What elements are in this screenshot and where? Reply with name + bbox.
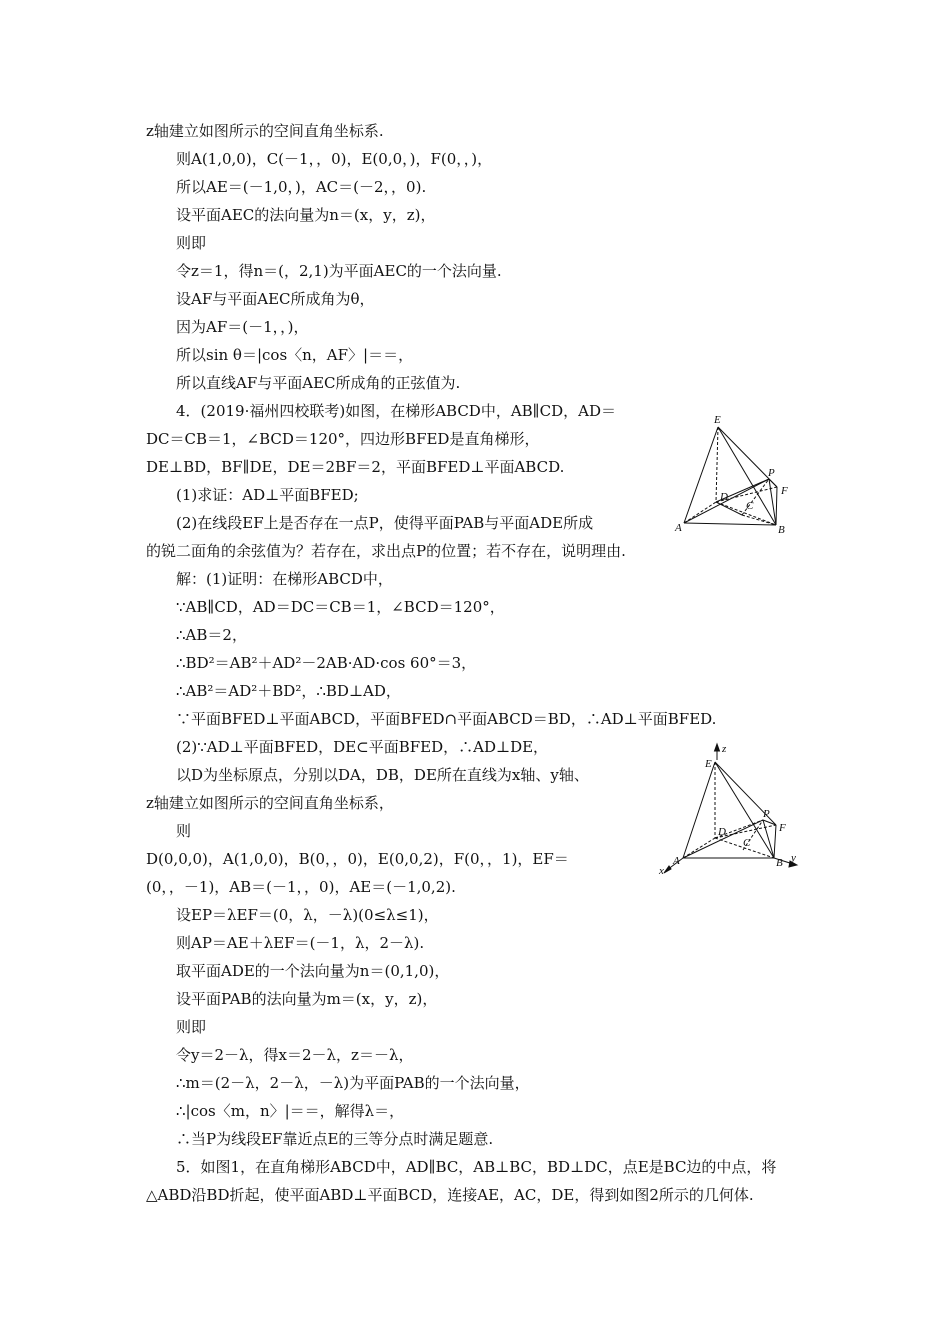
label-E: E xyxy=(714,414,721,426)
text-line: 则A(1,0,0)，C(－1，，0)，E(0,0，)，F(0，，)， xyxy=(176,150,493,168)
text-line: 取平面ADE的一个法向量为n＝(0,1,0)， xyxy=(176,962,450,980)
geometry-figure-2 xyxy=(655,740,805,880)
label-x-axis: x xyxy=(659,865,664,877)
text-line: (2)∵AD⊥平面BFED，DE⊂平面BFED，∴AD⊥DE， xyxy=(176,738,549,756)
label-P: P xyxy=(763,808,770,820)
text-line: 则即 xyxy=(176,1018,207,1036)
label-D: D xyxy=(720,491,728,503)
text-line: DC＝CB＝1，∠BCD＝120°，四边形BFED是直角梯形， xyxy=(146,430,540,448)
label-F: F xyxy=(781,485,788,497)
text-line: 以D为坐标原点，分别以DA，DB，DE所在直线为x轴、y轴、 xyxy=(176,766,589,784)
text-line: 则即 xyxy=(176,234,207,252)
text-line: DE⊥BD，BF∥DE，DE＝2BF＝2，平面BFED⊥平面ABCD. xyxy=(146,458,565,476)
text-line: △ABD沿BD折起，使平面ABD⊥平面BCD，连接AE，AC，DE，得到如图2所示的几何体. xyxy=(146,1186,754,1204)
text-line: ∵平面BFED⊥平面ABCD，平面BFED∩平面ABCD＝BD，∴AD⊥平面BFED. xyxy=(176,710,717,728)
text-line: 设平面AEC的法向量为n＝(x，y，z)， xyxy=(176,206,436,224)
label-z-axis: z xyxy=(722,743,727,755)
text-line: 设EP＝λEF＝(0，λ，－λ)(0≤λ≤1)， xyxy=(176,906,439,924)
text-line: z轴建立如图所示的空间直角坐标系. xyxy=(146,122,384,140)
geometry-figure-1 xyxy=(670,405,800,545)
text-line: (0，，－1)，AB＝(－1，，0)，AE＝(－1,0,2). xyxy=(146,878,456,896)
text-line: 的锐二面角的余弦值为？若存在，求出点P的位置；若不存在，说明理由. xyxy=(146,542,626,560)
text-line: ∴|cos〈m，n〉|＝＝，解得λ＝， xyxy=(176,1102,405,1120)
text-line: 则AP＝AE＋λEF＝(－1，λ，2－λ). xyxy=(176,934,425,952)
text-line: (1)求证：AD⊥平面BFED; xyxy=(176,486,359,504)
text-line: D(0,0,0)，A(1,0,0)，B(0，，0)，E(0,0,2)，F(0，，1)，EF＝ xyxy=(146,850,569,868)
text-line: ∴BD²＝AB²＋AD²－2AB·AD·cos 60°＝3， xyxy=(176,654,477,672)
text-line: ∵AB∥CD，AD＝DC＝CB＝1，∠BCD＝120°， xyxy=(176,598,505,616)
text-line: ∴AB²＝AD²＋BD²，∴BD⊥AD， xyxy=(176,682,401,700)
text-line: 设平面PAB的法向量为m＝(x，y，z)， xyxy=(176,990,438,1008)
text-line: 令z＝1，得n＝(，2,1)为平面AEC的一个法向量. xyxy=(176,262,502,280)
text-line: 解：(1)证明：在梯形ABCD中， xyxy=(176,570,393,588)
text-line: ∴当P为线段EF靠近点E的三等分点时满足题意. xyxy=(176,1130,494,1148)
text-line: 所以sin θ＝|cos〈n，AF〉|＝＝， xyxy=(176,346,414,364)
problem-4-line: 4．(2019·福州四校联考)如图，在梯形ABCD中，AB∥CD，AD＝ xyxy=(176,402,616,420)
text-line: z轴建立如图所示的空间直角坐标系， xyxy=(146,794,394,812)
label-B: B xyxy=(776,857,783,869)
text-line: 令y＝2－λ，得x＝2－λ，z＝－λ， xyxy=(176,1046,414,1064)
text-line: 因为AF＝(－1，，)， xyxy=(176,318,309,336)
label-D: D xyxy=(718,826,726,838)
label-E: E xyxy=(705,758,712,770)
label-P: P xyxy=(768,467,775,479)
label-C: C xyxy=(746,500,754,512)
text-line: 所以直线AF与平面AEC所成角的正弦值为. xyxy=(176,374,461,392)
label-y-axis: y xyxy=(791,852,796,864)
label-F: F xyxy=(779,822,786,834)
text-line: ∴AB＝2， xyxy=(176,626,247,644)
label-A: A xyxy=(675,522,682,534)
text-line: 所以AE＝(－1,0，)，AC＝(－2，，0). xyxy=(176,178,427,196)
label-B: B xyxy=(778,524,785,536)
text-line: 设AF与平面AEC所成角为θ， xyxy=(176,290,375,308)
label-C: C xyxy=(743,837,751,849)
label-A: A xyxy=(673,855,680,867)
problem-5-line: 5．如图1，在直角梯形ABCD中，AD∥BC，AB⊥BC，BD⊥DC，点E是BC边的中点，将 xyxy=(176,1158,777,1176)
text-line: 则 xyxy=(176,822,192,840)
text-line: (2)在线段EF上是否存在一点P，使得平面PAB与平面ADE所成 xyxy=(176,514,594,532)
text-line: ∴m＝(2－λ，2－λ，－λ)为平面PAB的一个法向量， xyxy=(176,1074,530,1092)
